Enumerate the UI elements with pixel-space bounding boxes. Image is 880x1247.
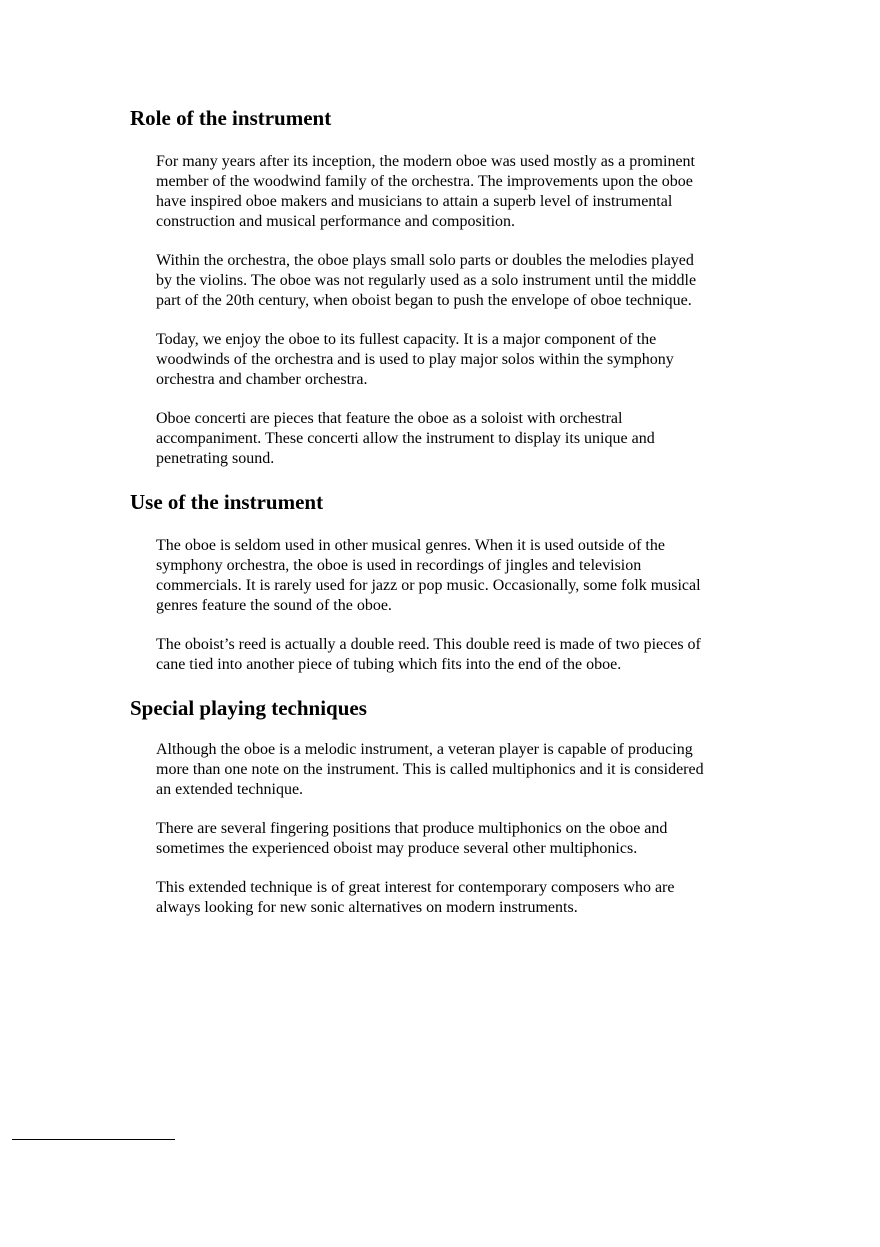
section-heading: Role of the instrument bbox=[130, 106, 332, 130]
section-use bbox=[130, 490, 770, 675]
paragraph: Within the orchestra, the oboe plays small solo parts or doubles the melodies played by the violins. The oboe was not regularly used as a solo instrument until the middle part of the 20th century, when oboist began to push the envelope of oboe technique. bbox=[156, 252, 697, 309]
paragraph: Today, we enjoy the oboe to its fullest capacity. It is a major component of the woodwinds of the orchestra and is used to play major solos within the symphony orchestra and chamber orchestra. bbox=[156, 331, 674, 388]
section-heading: Use of the instrument bbox=[130, 490, 324, 514]
paragraph: The oboist’s reed is actually a double reed. This double reed is made of two pieces of cane tied into another piece of tubing which fits into the end of the oboe. bbox=[156, 636, 701, 673]
section-role bbox=[130, 106, 770, 469]
footnote-separator bbox=[12, 1139, 175, 1140]
section-techniques bbox=[130, 696, 770, 918]
paragraph: For many years after its inception, the modern oboe was used mostly as a prominent member of the woodwind family of the orchestra. The improvements upon the oboe have inspired oboe makers and musicians to attain a superb level of instrumental construction and musical performance and composition. bbox=[156, 153, 695, 230]
paragraph: Oboe concerti are pieces that feature the oboe as a soloist with orchestral accompaniment. These concerti allow the instrument to display its unique and penetrating sound. bbox=[156, 410, 655, 467]
paragraph: The oboe is seldom used in other musical genres. When it is used outside of the symphony orchestra, the oboe is used in recordings of jingles and television commercials. It is rarely used for jazz or pop music. Occasionally, some folk musical genres feature the sound of the oboe. bbox=[156, 537, 701, 614]
paragraph: There are several fingering positions that produce multiphonics on the oboe and sometimes the experienced oboist may produce several other multiphonics. bbox=[156, 820, 668, 857]
section-heading: Special playing techniques bbox=[130, 696, 367, 720]
paragraph: Although the oboe is a melodic instrument, a veteran player is capable of producing more than one note on the instrument. This is called multiphonics and it is considered an extended technique. bbox=[156, 741, 704, 798]
paragraph: This extended technique is of great interest for contemporary composers who are always looking for new sonic alternatives on modern instruments. bbox=[156, 879, 675, 916]
